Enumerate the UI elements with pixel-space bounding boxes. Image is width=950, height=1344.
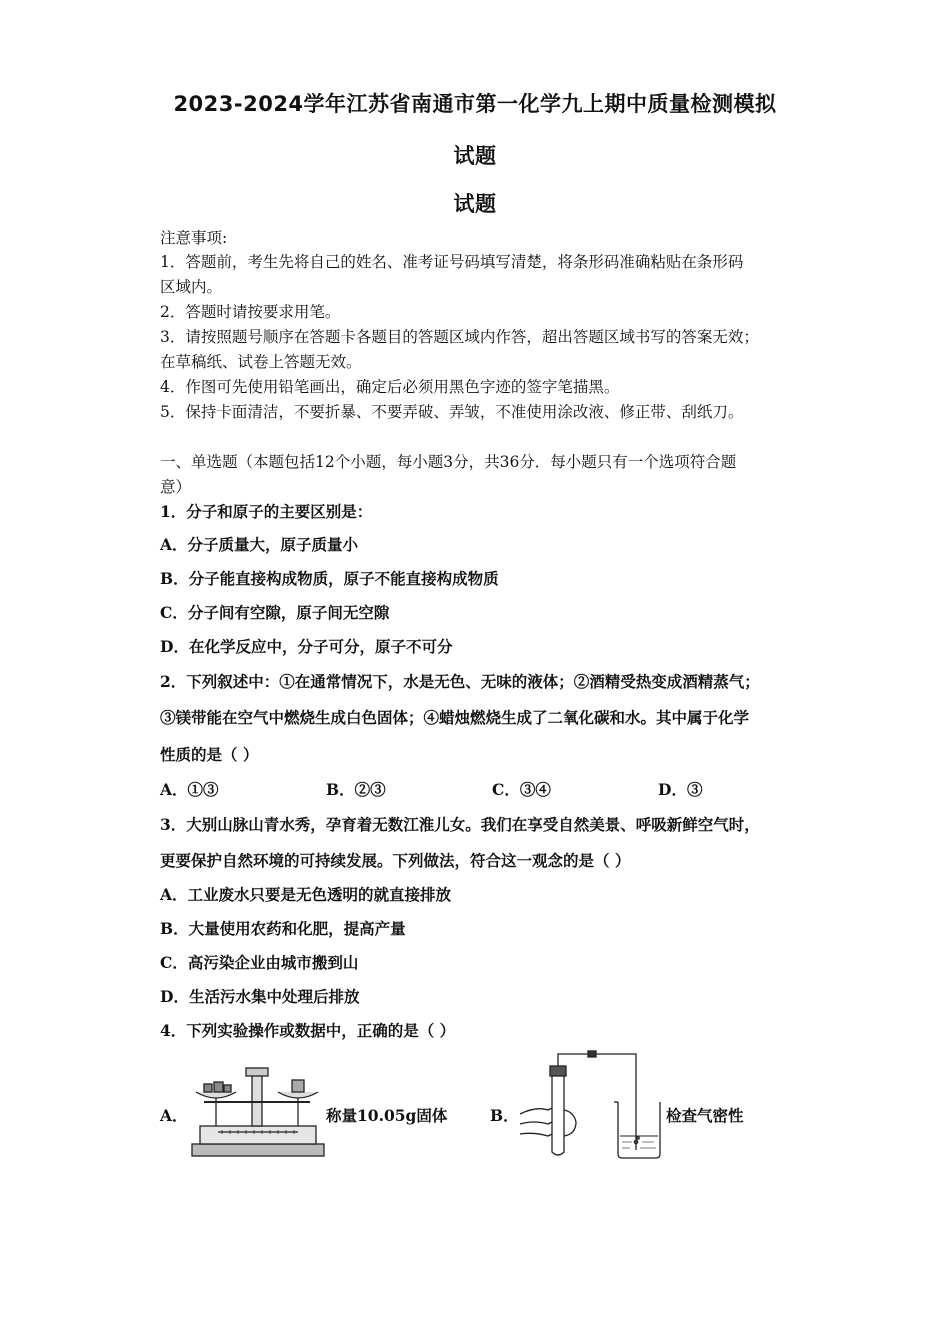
balance-scale-figure: [188, 1066, 328, 1160]
page-title-line2: 试题: [453, 144, 497, 168]
q2-stem-line2: ③镁带能在空气中燃烧生成白色固体；④蜡烛燃烧生成了二氧化碳和水。其中属于化学: [160, 708, 750, 727]
notice-item: 2．答题时请按要求用笔。: [160, 303, 341, 321]
q2-option-b: B．②③: [326, 780, 386, 799]
q2-stem-line1: 2．下列叙述中：①在通常情况下，水是无色、无味的液体；②酒精受热变成酒精蒸气；: [160, 672, 760, 691]
notice-item: 4．作图可先使用铅笔画出，确定后必须用黑色字迹的签字笔描黑。: [160, 378, 620, 396]
notice-heading: 注意事项:: [160, 229, 228, 247]
q3-option-a: A．工业废水只要是无色透明的就直接排放: [160, 885, 452, 904]
q4-option-b-text: 检查气密性: [666, 1106, 744, 1125]
page-title-line3: 试题: [453, 192, 497, 216]
notice-item: 1．答题前，考生先将自己的姓名、准考证号码填写清楚，将条形码准确粘贴在条形码: [160, 253, 744, 271]
q1-option-a: A．分子质量大，原子质量小: [160, 535, 359, 554]
section-heading: 一、单选题（本题包括12个小题，每小题3分，共36分．每小题只有一个选项符合题: [160, 453, 737, 471]
notice-item: 区域内。: [160, 278, 223, 296]
q1-option-c: C．分子间有空隙，原子间无空隙: [160, 603, 390, 622]
q3-option-b: B．大量使用农药和化肥，提高产量: [160, 919, 406, 938]
q1-option-b: B．分子能直接构成物质，原子不能直接构成物质: [160, 569, 499, 588]
q3-option-c: C．高污染企业由城市搬到山: [160, 953, 359, 972]
q2-stem-line3: 性质的是（ ）: [160, 745, 259, 764]
notice-item: 在草稿纸、试卷上答题无效。: [160, 353, 362, 371]
q4-option-a-letter: A．: [160, 1106, 188, 1125]
q2-option-d: D．③: [658, 780, 703, 799]
q2-options: [160, 780, 800, 800]
q1-option-d: D．在化学反应中，分子可分，原子不可分: [160, 637, 453, 656]
q3-stem-line2: 更要保护自然环境的可持续发展。下列做法，符合这一观念的是（ ）: [160, 851, 631, 870]
notice-item: 5．保持卡面清洁，不要折暴、不要弄破、弄皱，不准使用涂改液、修正带、刮纸刀。: [160, 403, 744, 421]
q3-option-d: D．生活污水集中处理后排放: [160, 987, 360, 1006]
q4-option-a-text: 称量10.05g固体: [326, 1106, 448, 1125]
q4-option-b-letter: B．: [490, 1106, 519, 1125]
q2-option-c: C．③④: [492, 780, 551, 799]
q3-stem-line1: 3．大别山脉山青水秀，孕育着无数江淮儿女。我们在享受自然美景、呼吸新鲜空气时，: [160, 815, 760, 834]
section-heading-cont: 意）: [160, 478, 192, 496]
air-tightness-figure: [518, 1050, 668, 1162]
page-title-line1: 2023-2024学年江苏省南通市第一化学九上期中质量检测模拟: [173, 92, 777, 116]
notice-item: 3．请按照题号顺序在答题卡各题目的答题区域内作答，超出答题区域书写的答案无效；: [160, 328, 759, 346]
q1-stem: 1．分子和原子的主要区别是：: [160, 502, 373, 521]
q2-option-a: A．①③: [160, 780, 219, 799]
q4-stem: 4．下列实验操作或数据中，正确的是（ ）: [160, 1021, 456, 1040]
